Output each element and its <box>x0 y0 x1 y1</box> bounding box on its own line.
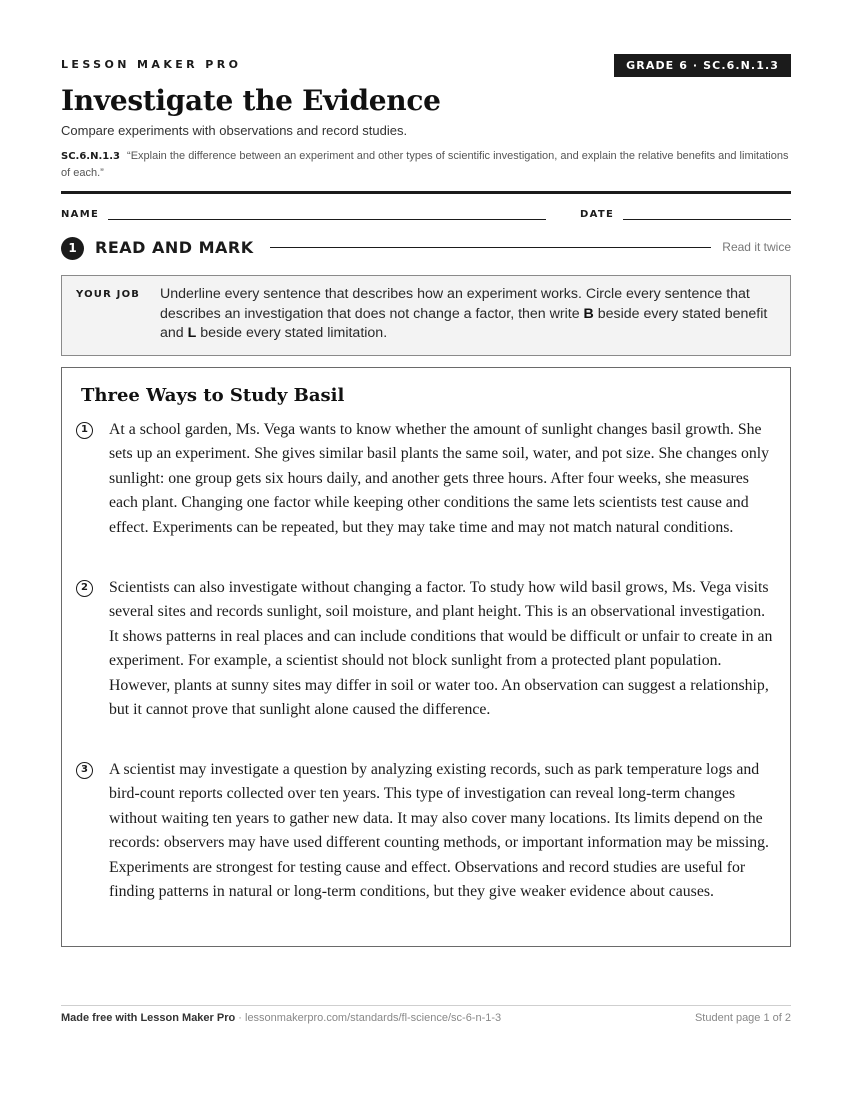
footer-divider <box>61 1005 791 1006</box>
standard-text: “Explain the difference between an experiment and other types of scientific investigation, and explain the relative benefits and limitations of each.” <box>61 150 789 179</box>
page-title: Investigate the Evidence <box>61 84 441 117</box>
paragraph-text: A scientist may investigate a question by analyzing existing records, such as park temperature logs and bird-count reports collected over ten years. This type of investigation can reveal long-term changes without waiting ten years to gather new data. It may also cover many locations. Its limits depend on the records: observers may have used different counting methods, or important information may be missing. Experiments are strongest for testing cause and effect. Observations and record studies are useful for finding patterns in natural or long-term conditions, but they give weaker evidence about causes. <box>109 761 769 901</box>
section-title: READ AND MARK <box>95 238 254 257</box>
instructions-box <box>61 275 791 356</box>
footer-made-with: Made free with Lesson Maker Pro <box>61 1012 236 1024</box>
benefit-marker: B <box>583 305 594 322</box>
paragraph-number: 3 <box>76 762 93 779</box>
section-note: Read it twice <box>722 240 791 254</box>
standard-description <box>61 148 791 182</box>
instructions-label: YOUR JOB <box>76 289 141 300</box>
header-divider <box>61 191 791 194</box>
worksheet-page <box>61 0 791 1100</box>
page-subtitle: Compare experiments with observations and record studies. <box>61 123 408 138</box>
standard-code: SC.6.N.1.3 <box>61 151 120 162</box>
brand-name: LESSON MAKER PRO <box>61 58 242 71</box>
date-label: DATE <box>580 209 615 220</box>
paragraph-text: At a school garden, Ms. Vega wants to know whether the amount of sunlight changes basil growth. She sets up an experiment. She gives similar basil plants the same soil, water, and pot size. She changes only sunlight: one group gets six hours daily, and another gets three hours. After four weeks, she measures each plant. Changing one factor while keeping other conditions the same lets scientists test cause and effect. Experiments can be repeated, but they may take time and may not match natural conditions. <box>109 421 770 536</box>
paragraph-text: Scientists can also investigate without changing a factor. To study how wild basil grows, Ms. Vega visits several sites and records sunlight, soil moisture, and plant height. This is an observational investigation. It shows patterns in real places and can include conditions that would be difficult or unfair to create in an experiment. For example, a scientist should not block sunlight from a protected plant population. However, plants at sunny sites may differ in soil or water too. An observation can suggest a relationship, but it cannot prove that sunlight alone caused the difference. <box>109 579 773 719</box>
instructions-part-1: Underline every sentence that describes how an experiment works. Circle every sentence that describes an investigation that does not change a factor, then write <box>160 286 750 322</box>
footer-credit <box>61 1012 501 1024</box>
paragraph-number: 1 <box>76 422 93 439</box>
footer-page-info: Student page 1 of 2 <box>694 1012 791 1024</box>
reading-title: Three Ways to Study Basil <box>81 385 345 406</box>
section-number-badge: 1 <box>61 237 84 260</box>
limitation-marker: L <box>187 325 197 341</box>
date-field[interactable] <box>623 219 791 220</box>
footer-url: lessonmakerpro.com/standards/fl-science/sc-6-n-1-3 <box>245 1012 502 1024</box>
paragraph-number: 2 <box>76 580 93 597</box>
instructions-part-3: beside every stated limitation. <box>196 325 388 341</box>
footer-separator: · <box>235 1012 245 1024</box>
instructions-part-2: beside every stated benefit and <box>160 305 768 341</box>
instructions-text <box>160 285 770 344</box>
name-field[interactable] <box>108 219 546 220</box>
section-divider <box>270 247 711 248</box>
name-label: NAME <box>61 209 100 220</box>
grade-badge: GRADE 6 · SC.6.N.1.3 <box>614 54 791 77</box>
reading-passage-box <box>61 367 791 947</box>
